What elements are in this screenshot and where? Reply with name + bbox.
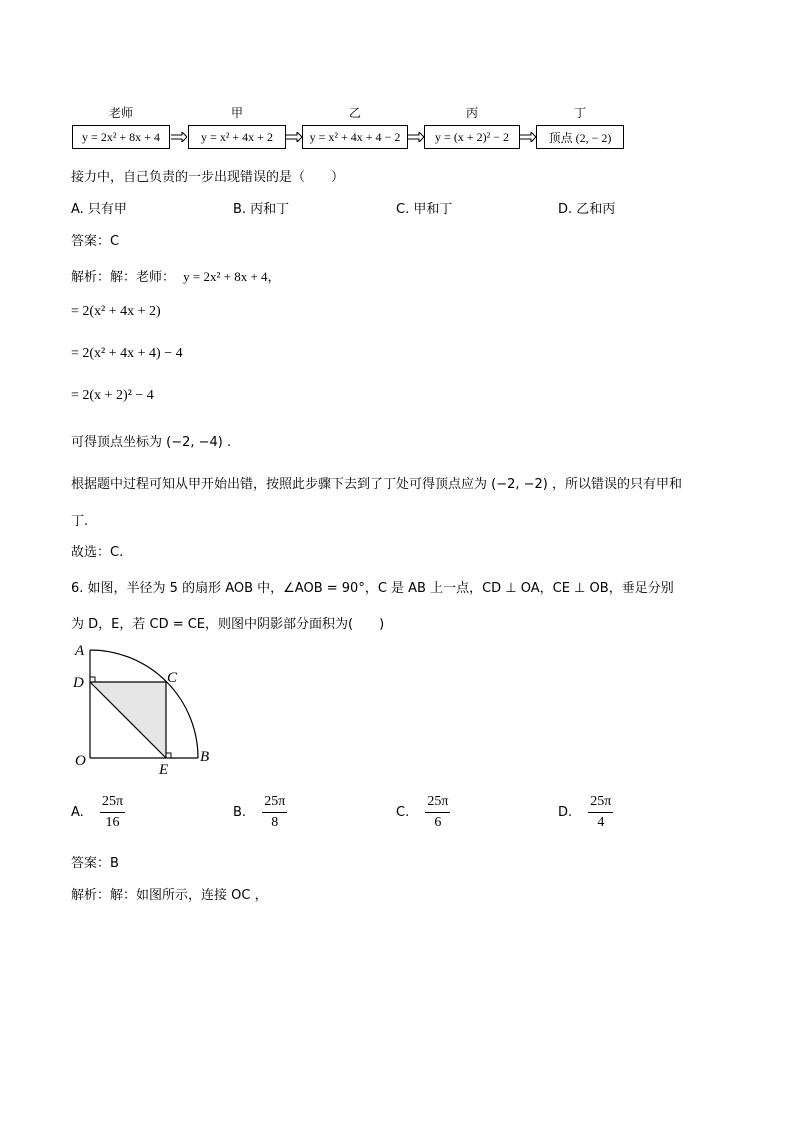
q5-reason-1: 根据题中过程可知从甲开始出错，按照此步骤下去到了丁处可得顶点应为 (−2, −2) ，所以错误的只有甲和	[71, 477, 683, 492]
q5-step3: = 2(x + 2)² − 4	[71, 388, 154, 403]
q6-stem-1: 6. 如图，半径为 5 的扇形 AOB 中，∠AOB = 90°，C 是 AB 上一点，CD ⊥ OA，CE ⊥ OB，垂足分别	[71, 581, 674, 596]
sector-figure	[66, 640, 226, 780]
q6-option-a-den: 16	[105, 815, 120, 830]
label-o: O	[75, 753, 86, 769]
label-e: E	[159, 762, 169, 778]
q5-step1: = 2(x² + 4x + 2)	[71, 304, 161, 319]
label-d: D	[73, 675, 84, 691]
arrow-icon	[286, 132, 302, 142]
q5-vertex: 可得顶点坐标为 (−2, −4) .	[71, 435, 232, 450]
arrow-icon	[408, 132, 424, 142]
q6-option-a-num: 25π	[100, 794, 125, 813]
q5-analysis	[71, 266, 281, 285]
q6-option-b-letter: B.	[233, 805, 247, 820]
q5-step2: = 2(x² + 4x + 4) − 4	[71, 346, 183, 361]
flow-box-yi: y = x² + 4x + 4 − 2	[302, 125, 408, 149]
flow-label-jia: 甲	[230, 106, 243, 120]
q5-analysis-eq: y = 2x² + 8x + 4，	[183, 269, 281, 284]
right-angle-mark-e	[166, 753, 171, 758]
flow-label-yi: 乙	[348, 106, 361, 120]
q6-option-d	[558, 794, 613, 831]
q6-option-c	[396, 794, 450, 831]
q6-option-b	[233, 794, 287, 831]
q6-option-b-den: 8	[271, 815, 279, 830]
q6-option-d-num: 25π	[588, 794, 613, 813]
q6-option-a-fraction	[100, 794, 125, 831]
q6-option-c-num: 25π	[425, 794, 450, 813]
flow-label-teacher: 老师	[108, 106, 133, 120]
q6-option-a-letter: A.	[71, 805, 84, 820]
q5-option-b: B. 丙和丁	[233, 202, 290, 217]
q6-option-b-num: 25π	[262, 794, 287, 813]
q6-stem-2: 为 D，E，若 CD = CE，则图中阴影部分面积为( )	[71, 617, 385, 632]
q6-analysis: 解析：解：如图所示，连接 OC ，	[71, 888, 268, 903]
label-a: A	[75, 643, 85, 659]
q5-analysis-lead: 解析：解：老师：	[71, 270, 176, 285]
arrow-icon	[520, 132, 536, 142]
q6-option-c-den: 6	[434, 815, 442, 830]
flow-label-ding: 丁	[573, 106, 586, 120]
q5-option-a: A. 只有甲	[71, 202, 127, 217]
q5-option-c: C. 甲和丁	[396, 202, 453, 217]
right-angle-mark-d	[90, 677, 95, 682]
q6-answer: 答案：B	[71, 856, 119, 871]
q6-option-c-letter: C.	[396, 805, 410, 820]
arrow-icon	[171, 132, 187, 142]
q5-answer: 答案：C	[71, 234, 120, 249]
q5-choice: 故选：C.	[71, 545, 124, 560]
q6-option-c-fraction	[425, 794, 450, 831]
flow-box-teacher: y = 2x² + 8x + 4	[72, 125, 170, 149]
q5-stem: 接力中，自己负责的一步出现错误的是（ ）	[71, 170, 345, 185]
label-b: B	[200, 749, 210, 765]
flow-box-ding: 顶点 (2, − 2)	[536, 125, 624, 149]
q6-option-d-letter: D.	[558, 805, 573, 820]
q6-option-d-den: 4	[597, 815, 605, 830]
q5-option-d: D. 乙和丙	[558, 202, 616, 217]
q6-option-a	[71, 794, 125, 831]
label-c: C	[167, 670, 178, 686]
q5-reason-2: 丁.	[71, 514, 89, 529]
q6-option-b-fraction	[262, 794, 287, 831]
flow-box-bing: y = (x + 2)² − 2	[424, 125, 520, 149]
q6-option-d-fraction	[588, 794, 613, 831]
flow-label-bing: 丙	[465, 106, 478, 120]
flow-box-jia: y = x² + 4x + 2	[188, 125, 286, 149]
